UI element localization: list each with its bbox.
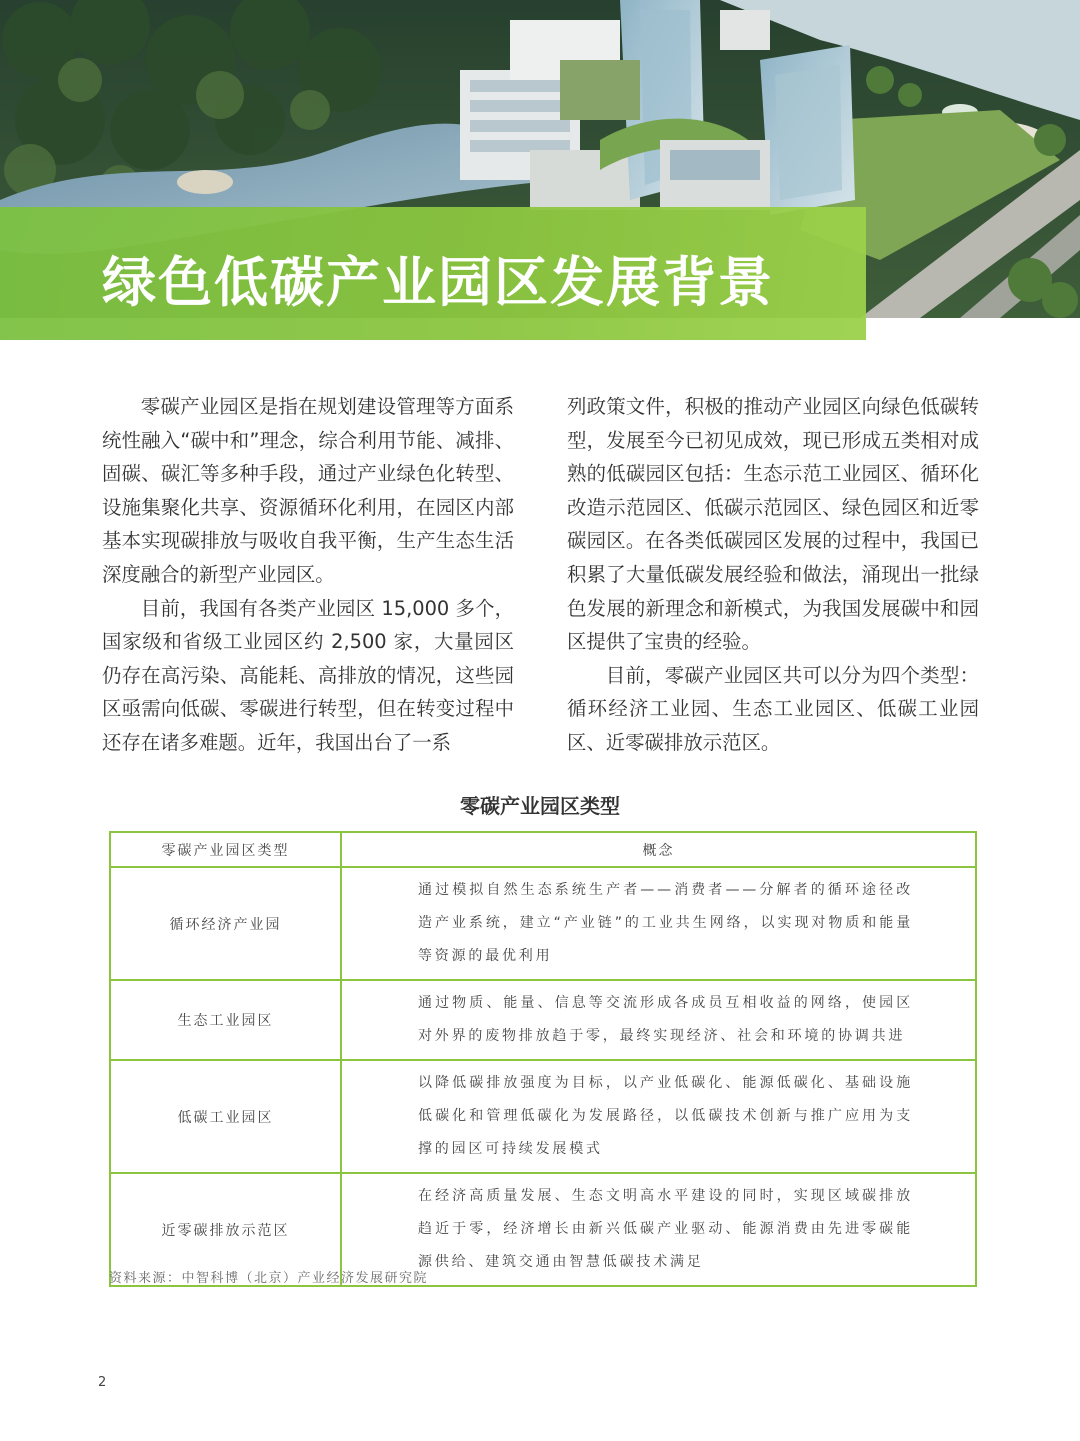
body-paragraph: 目前，零碳产业园区共可以分为四个类型：循环经济工业园、生态工业园区、低碳工业园区、近零碳排放示范区。	[567, 663, 979, 754]
table-header-row	[110, 832, 976, 867]
park-type-name: 循环经济产业园	[110, 867, 341, 980]
body-column-right	[567, 390, 979, 760]
column-header: 概念	[341, 832, 976, 867]
body-paragraph: 列政策文件，积极的推动产业园区向绿色低碳转型，发展至今已初见成效，现已形成五类相对成熟的低碳园区包括：生态示范工业园区、循环化改造示范园区、低碳示范园区、绿色园区和近零碳园区。在各类低碳园区发展的过程中，我国已积累了大量低碳发展经验和做法，涌现出一批绿色发展的新理念和新模式，为我国发展碳中和园区提供了宝贵的经验。	[567, 395, 979, 654]
park-type-name: 低碳工业园区	[110, 1060, 341, 1173]
park-type-name: 近零碳排放示范区	[110, 1173, 341, 1286]
body-paragraph: 目前，我国有各类产业园区 15,000 多个，国家级和省级工业园区约 2,500 家，大量园区仍存在高污染、高能耗、高排放的情况，这些园区亟需向低碳、零碳进行转型，但在转变过程中还存在诸多难题。近年，我国出台了一系	[102, 596, 514, 754]
page-number: 2	[98, 1375, 107, 1390]
park-type-desc: 通过模拟自然生态系统生产者——消费者——分解者的循环途径改造产业系统，建立“产业链”的工业共生网络，以实现对物质和能量等资源的最优利用	[341, 867, 976, 980]
park-type-name: 生态工业园区	[110, 980, 341, 1060]
body-paragraph: 零碳产业园区是指在规划建设管理等方面系统性融入“碳中和”理念，综合利用节能、减排、固碳、碳汇等多种手段，通过产业绿色化转型、设施集聚化共享、资源循环化利用，在园区内部基本实现碳排放与吸收自我平衡，生产生态生活深度融合的新型产业园区。	[102, 395, 514, 586]
page-title: 绿色低碳产业园区发展背景	[102, 251, 774, 314]
park-type-desc: 在经济高质量发展、生态文明高水平建设的同时，实现区域碳排放趋近于零，经济增长由新兴低碳产业驱动、能源消费由先进零碳能源供给、建筑交通由智慧低碳技术满足	[341, 1173, 976, 1286]
park-type-desc: 以降低碳排放强度为目标，以产业低碳化、能源低碳化、基础设施低碳化和管理低碳化为发展路径，以低碳技术创新与推广应用为支撑的园区可持续发展模式	[341, 1060, 976, 1173]
body-column-left	[102, 390, 514, 760]
park-type-desc: 通过物质、能量、信息等交流形成各成员互相收益的网络，使园区对外界的废物排放趋于零，最终实现经济、社会和环境的协调共进	[341, 980, 976, 1060]
source-note: 资料来源：中智科博（北京）产业经济发展研究院	[109, 1271, 429, 1286]
park-types-table	[109, 831, 977, 1287]
table-row	[110, 867, 976, 980]
column-header: 零碳产业园区类型	[110, 832, 341, 867]
table-row	[110, 980, 976, 1060]
table-title: 零碳产业园区类型	[460, 794, 620, 818]
table-row	[110, 1060, 976, 1173]
